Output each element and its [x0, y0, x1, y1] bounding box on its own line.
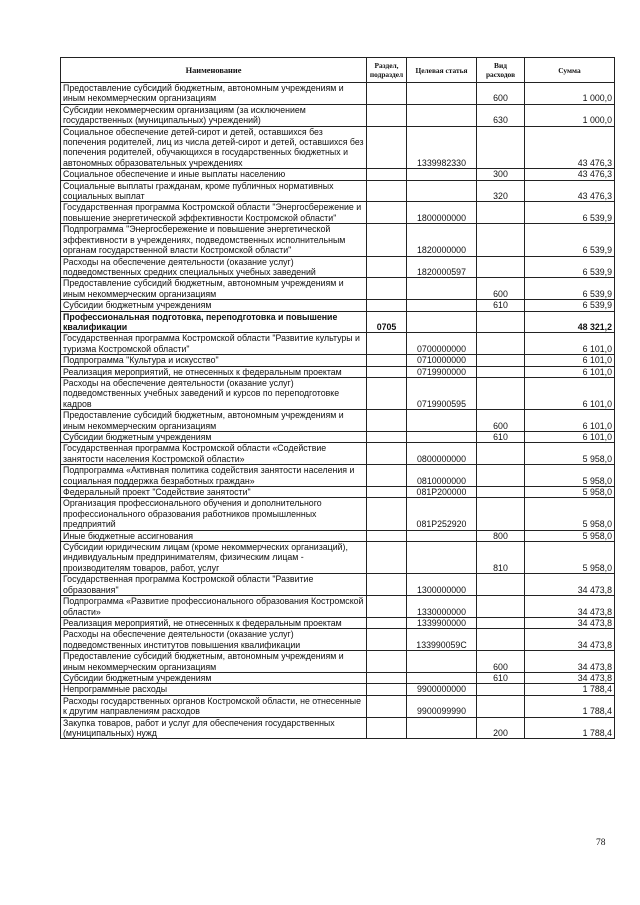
- cell-name: Государственная программа Костромской области "Развитие образования": [61, 574, 367, 596]
- cell-target: 1330000000: [407, 596, 477, 618]
- cell-name: Расходы на обеспечение деятельности (оказание услуг) подведомственных средних специальных учебных заведений: [61, 256, 367, 278]
- cell-type: [477, 498, 525, 530]
- cell-sum: 1 000,0: [525, 104, 615, 126]
- cell-target: 1820000000: [407, 224, 477, 256]
- cell-name: Подпрограмма «Развитие профессионального образования Костромской области»: [61, 596, 367, 618]
- cell-type: 610: [477, 432, 525, 443]
- table-row: [61, 333, 615, 355]
- cell-target: 1339900000: [407, 617, 477, 628]
- table-row: [61, 83, 615, 105]
- cell-name: Субсидии некоммерческим организациям (за исключением государственных (муниципальных) учреждений): [61, 104, 367, 126]
- cell-section: [367, 465, 407, 487]
- cell-target: 0800000000: [407, 443, 477, 465]
- cell-target: 0700000000: [407, 333, 477, 355]
- cell-sum: 34 473,8: [525, 574, 615, 596]
- cell-sum: 34 473,8: [525, 629, 615, 651]
- cell-sum: 6 101,0: [525, 410, 615, 432]
- table-row: [61, 355, 615, 366]
- table-row: [61, 487, 615, 498]
- cell-target: [407, 311, 477, 333]
- cell-sum: 48 321,2: [525, 311, 615, 333]
- cell-sum: 43 476,3: [525, 126, 615, 169]
- cell-name: Предоставление субсидий бюджетным, автономным учреждениям и иным некоммерческим организациям: [61, 83, 367, 105]
- cell-name: Предоставление субсидий бюджетным, автономным учреждениям и иным некоммерческим организациям: [61, 410, 367, 432]
- table-row: [61, 126, 615, 169]
- table-row: [61, 498, 615, 530]
- cell-name: Профессиональная подготовка, переподготовка и повышение квалификации: [61, 311, 367, 333]
- cell-section: [367, 695, 407, 717]
- cell-sum: 6 539,9: [525, 202, 615, 224]
- cell-name: Государственная программа Костромской области «Содействие занятости населения Костромской области»: [61, 443, 367, 465]
- cell-type: [477, 596, 525, 618]
- cell-target: 133990059C: [407, 629, 477, 651]
- cell-type: 320: [477, 180, 525, 202]
- cell-section: [367, 300, 407, 311]
- page-number: 78: [596, 838, 606, 848]
- cell-type: 610: [477, 672, 525, 683]
- cell-target: [407, 278, 477, 300]
- cell-sum: 34 473,8: [525, 617, 615, 628]
- cell-sum: 6 101,0: [525, 377, 615, 409]
- header-target: Целевая статья: [407, 58, 477, 83]
- cell-name: Расходы на обеспечение деятельности (оказание услуг) подведомственных учебных заведений и курсов по переподготовке кадров: [61, 377, 367, 409]
- cell-type: [477, 629, 525, 651]
- cell-sum: 1 000,0: [525, 83, 615, 105]
- cell-type: [477, 684, 525, 695]
- cell-type: [477, 574, 525, 596]
- cell-target: [407, 180, 477, 202]
- cell-name: Расходы на обеспечение деятельности (оказание услуг) подведомственных институтов повышения квалификации: [61, 629, 367, 651]
- cell-sum: 6 539,9: [525, 278, 615, 300]
- cell-type: [477, 202, 525, 224]
- table-row: [61, 366, 615, 377]
- cell-name: Предоставление субсидий бюджетным, автономным учреждениям и иным некоммерческим организациям: [61, 651, 367, 673]
- cell-section: [367, 498, 407, 530]
- cell-sum: 5 958,0: [525, 487, 615, 498]
- cell-target: [407, 432, 477, 443]
- table-row: [61, 443, 615, 465]
- table-row: [61, 202, 615, 224]
- table-row: [61, 574, 615, 596]
- table-row: [61, 542, 615, 574]
- cell-target: 9900000000: [407, 684, 477, 695]
- header-sum: Сумма: [525, 58, 615, 83]
- cell-type: [477, 377, 525, 409]
- cell-type: 800: [477, 530, 525, 541]
- cell-type: [477, 311, 525, 333]
- cell-target: 1300000000: [407, 574, 477, 596]
- cell-section: [367, 366, 407, 377]
- cell-target: [407, 83, 477, 105]
- cell-section: [367, 487, 407, 498]
- cell-type: [477, 487, 525, 498]
- cell-target: [407, 410, 477, 432]
- cell-name: Государственная программа Костромской области "Развитие культуры и туризма Костромской области": [61, 333, 367, 355]
- table-row: [61, 169, 615, 180]
- cell-section: [367, 574, 407, 596]
- table-row: [61, 180, 615, 202]
- cell-section: [367, 542, 407, 574]
- table-row: [61, 410, 615, 432]
- cell-target: [407, 104, 477, 126]
- cell-sum: 5 958,0: [525, 542, 615, 574]
- cell-sum: 34 473,8: [525, 596, 615, 618]
- cell-name: Реализация мероприятий, не отнесенных к федеральным проектам: [61, 366, 367, 377]
- cell-target: 0810000000: [407, 465, 477, 487]
- table-row: [61, 530, 615, 541]
- cell-sum: 6 539,9: [525, 224, 615, 256]
- cell-target: 0719900000: [407, 366, 477, 377]
- cell-type: 810: [477, 542, 525, 574]
- cell-section: [367, 83, 407, 105]
- cell-type: 600: [477, 83, 525, 105]
- cell-name: Предоставление субсидий бюджетным, автономным учреждениям и иным некоммерческим организациям: [61, 278, 367, 300]
- table-row: [61, 432, 615, 443]
- header-type: Вид расходов: [477, 58, 525, 83]
- cell-sum: 6 101,0: [525, 366, 615, 377]
- cell-section: [367, 651, 407, 673]
- table-row: [61, 684, 615, 695]
- cell-section: [367, 278, 407, 300]
- cell-sum: 6 539,9: [525, 256, 615, 278]
- cell-name: Реализация мероприятий, не отнесенных к федеральным проектам: [61, 617, 367, 628]
- cell-type: 610: [477, 300, 525, 311]
- cell-section: [367, 104, 407, 126]
- cell-type: [477, 333, 525, 355]
- cell-sum: 5 958,0: [525, 498, 615, 530]
- cell-section: [367, 169, 407, 180]
- budget-table: [60, 57, 615, 739]
- cell-sum: 6 101,0: [525, 333, 615, 355]
- cell-type: 630: [477, 104, 525, 126]
- cell-target: 081P200000: [407, 487, 477, 498]
- cell-name: Социальные выплаты гражданам, кроме публичных нормативных социальных выплат: [61, 180, 367, 202]
- table-row: [61, 617, 615, 628]
- table-row: [61, 278, 615, 300]
- table-row: [61, 256, 615, 278]
- cell-target: [407, 542, 477, 574]
- cell-section: [367, 530, 407, 541]
- cell-target: 0710000000: [407, 355, 477, 366]
- table-row: [61, 717, 615, 739]
- cell-section: [367, 355, 407, 366]
- cell-section: [367, 180, 407, 202]
- cell-target: [407, 300, 477, 311]
- cell-type: [477, 695, 525, 717]
- cell-target: 1339982330: [407, 126, 477, 169]
- cell-target: [407, 672, 477, 683]
- cell-section: [367, 443, 407, 465]
- table-row: [61, 695, 615, 717]
- cell-name: Социальное обеспечение и иные выплаты населению: [61, 169, 367, 180]
- cell-type: [477, 256, 525, 278]
- cell-section: [367, 224, 407, 256]
- cell-sum: 6 101,0: [525, 355, 615, 366]
- cell-section: [367, 617, 407, 628]
- cell-section: [367, 432, 407, 443]
- cell-type: [477, 126, 525, 169]
- cell-type: 200: [477, 717, 525, 739]
- cell-target: 1820000597: [407, 256, 477, 278]
- cell-name: Расходы государственных органов Костромской области, не отнесенные к другим направлениям расходов: [61, 695, 367, 717]
- cell-sum: 1 788,4: [525, 684, 615, 695]
- cell-type: 600: [477, 410, 525, 432]
- cell-name: Субсидии бюджетным учреждениям: [61, 300, 367, 311]
- cell-sum: 6 101,0: [525, 432, 615, 443]
- table-row: [61, 651, 615, 673]
- table-row: [61, 672, 615, 683]
- cell-type: [477, 355, 525, 366]
- cell-target: 1800000000: [407, 202, 477, 224]
- cell-type: 300: [477, 169, 525, 180]
- cell-sum: 6 539,9: [525, 300, 615, 311]
- cell-type: [477, 224, 525, 256]
- cell-name: Субсидии бюджетным учреждениям: [61, 432, 367, 443]
- table-row: [61, 596, 615, 618]
- cell-section: [367, 202, 407, 224]
- cell-section: [367, 684, 407, 695]
- cell-target: [407, 530, 477, 541]
- cell-sum: 5 958,0: [525, 465, 615, 487]
- cell-section: [367, 717, 407, 739]
- cell-name: Субсидии бюджетным учреждениям: [61, 672, 367, 683]
- table-row: [61, 629, 615, 651]
- table-header-row: [61, 58, 615, 83]
- cell-target: 0719900595: [407, 377, 477, 409]
- cell-target: [407, 169, 477, 180]
- cell-name: Иные бюджетные ассигнования: [61, 530, 367, 541]
- table-row: [61, 311, 615, 333]
- cell-type: [477, 465, 525, 487]
- cell-section: [367, 672, 407, 683]
- cell-target: [407, 651, 477, 673]
- table-row: [61, 104, 615, 126]
- cell-section: [367, 410, 407, 432]
- table-row: [61, 300, 615, 311]
- table-row: [61, 465, 615, 487]
- cell-target: 081P252920: [407, 498, 477, 530]
- cell-sum: 43 476,3: [525, 169, 615, 180]
- cell-name: Подпрограмма «Активная политика содействия занятости населения и социальная поддержка безработных граждан»: [61, 465, 367, 487]
- cell-section: [367, 126, 407, 169]
- header-name: Наименование: [61, 58, 367, 83]
- cell-name: Закупка товаров, работ и услуг для обеспечения государственных (муниципальных) нужд: [61, 717, 367, 739]
- cell-section: [367, 377, 407, 409]
- table-row: [61, 224, 615, 256]
- cell-type: [477, 443, 525, 465]
- cell-section: [367, 333, 407, 355]
- cell-type: [477, 617, 525, 628]
- cell-section: 0705: [367, 311, 407, 333]
- cell-name: Субсидии юридическим лицам (кроме некоммерческих организаций), индивидуальным предпринимателям, физическим лицам - производителям товаров, работ, услуг: [61, 542, 367, 574]
- cell-sum: 34 473,8: [525, 672, 615, 683]
- cell-sum: 1 788,4: [525, 695, 615, 717]
- cell-type: [477, 366, 525, 377]
- cell-section: [367, 596, 407, 618]
- cell-name: Государственная программа Костромской области "Энергосбережение и повышение энергетической эффективности Костромской области": [61, 202, 367, 224]
- cell-name: Подпрограмма "Энергосбережение и повышение энергетической эффективности в учреждениях, подведомственных исполнительным органам государственной власти Костромской области": [61, 224, 367, 256]
- cell-sum: 34 473,8: [525, 651, 615, 673]
- cell-sum: 5 958,0: [525, 443, 615, 465]
- cell-section: [367, 629, 407, 651]
- cell-name: Непрограммные расходы: [61, 684, 367, 695]
- header-section: Раздел, подраздел: [367, 58, 407, 83]
- cell-sum: 1 788,4: [525, 717, 615, 739]
- cell-name: Организация профессионального обучения и дополнительного профессионального образования работников промышленных предприятий: [61, 498, 367, 530]
- cell-type: 600: [477, 278, 525, 300]
- cell-type: 600: [477, 651, 525, 673]
- cell-name: Подпрограмма "Культура и искусство": [61, 355, 367, 366]
- table-row: [61, 377, 615, 409]
- table-body: [61, 83, 615, 739]
- cell-sum: 43 476,3: [525, 180, 615, 202]
- cell-target: [407, 717, 477, 739]
- cell-name: Социальное обеспечение детей-сирот и детей, оставшихся без попечения родителей, лиц из числа детей-сирот и детей, оставшихся без попечения родителей, обучающихся в государственных бюджетных и автономных образовательных учреждениях: [61, 126, 367, 169]
- cell-name: Федеральный проект "Содействие занятости": [61, 487, 367, 498]
- cell-section: [367, 256, 407, 278]
- cell-target: 9900099990: [407, 695, 477, 717]
- cell-sum: 5 958,0: [525, 530, 615, 541]
